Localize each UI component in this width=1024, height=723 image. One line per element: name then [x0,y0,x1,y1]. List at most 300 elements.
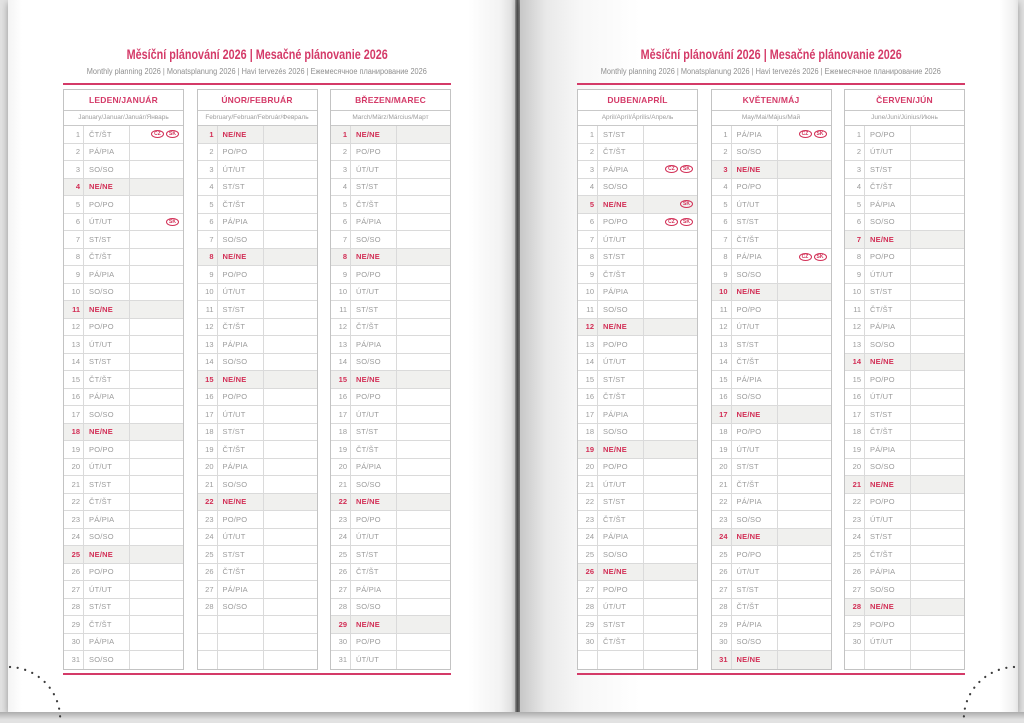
day-row [845,161,964,179]
day-number: 19 [64,441,84,458]
notes-cell [130,161,183,178]
day-row [64,214,183,232]
day-abbrev: PÁ/PIA [351,581,397,598]
day-row [64,231,183,249]
day-row [712,354,831,372]
day-number: 15 [712,371,732,388]
day-number: 12 [331,319,351,336]
day-number: 2 [64,144,84,161]
day-number: 3 [578,161,598,178]
day-row [331,459,450,477]
day-row [331,354,450,372]
day-row [845,319,964,337]
day-number: 15 [331,371,351,388]
page-header [577,0,965,85]
day-abbrev: PO/PO [598,336,644,353]
day-row [331,494,450,512]
day-abbrev: ÚT/UT [865,511,911,528]
notes-cell [911,564,964,581]
day-row [712,371,831,389]
day-number: 10 [64,284,84,301]
day-abbrev: NE/NE [351,371,397,388]
day-abbrev: SO/SO [351,231,397,248]
notes-cell [397,336,450,353]
day-row [64,249,183,267]
day-abbrev: ÚT/UT [84,581,130,598]
notes-cell [778,389,831,406]
notes-cell [778,319,831,336]
day-row [198,214,317,232]
notes-cell [264,511,317,528]
day-row [64,144,183,162]
day-abbrev: PO/PO [598,214,644,231]
notes-cell [130,301,183,318]
notes-cell [644,494,697,511]
day-abbrev: PÁ/PIA [84,389,130,406]
day-abbrev: ST/ST [218,301,264,318]
day-number: 28 [712,599,732,616]
day-abbrev: ÚT/UT [351,651,397,669]
day-number: 11 [712,301,732,318]
day-row [64,319,183,337]
day-number: 11 [198,301,218,318]
day-abbrev: ČT/ŠT [598,144,644,161]
day-row [578,581,697,599]
cz-holiday-badge: CZ [665,165,678,173]
day-number: 29 [64,616,84,633]
day-abbrev: ST/ST [84,231,130,248]
notes-cell [644,144,697,161]
month-subtitle: April/Apríl/Április/Апрель [578,111,697,126]
day-abbrev: PO/PO [218,266,264,283]
day-number: 1 [64,126,84,143]
notes-cell [264,529,317,546]
day-number: 27 [712,581,732,598]
day-number: 31 [712,651,732,669]
day-abbrev: ÚT/UT [351,529,397,546]
notes-cell [911,196,964,213]
day-row [845,179,964,197]
day-number: 16 [198,389,218,406]
day-row [64,371,183,389]
notes-cell [778,441,831,458]
notes-cell [264,581,317,598]
notes-cell [264,336,317,353]
day-row [331,389,450,407]
day-abbrev: SO/SO [598,424,644,441]
notes-cell [130,494,183,511]
notes-cell [778,336,831,353]
day-row [64,196,183,214]
day-abbrev: ČT/ŠT [84,494,130,511]
notes-cell [264,616,317,633]
day-abbrev: PO/PO [84,564,130,581]
notes-cell [644,546,697,563]
day-row [331,249,450,267]
day-abbrev: ST/ST [351,546,397,563]
day-row [845,546,964,564]
day-abbrev: NE/NE [732,651,778,669]
day-abbrev: PO/PO [351,511,397,528]
notes-cell [644,459,697,476]
day-row [578,406,697,424]
notes-cell [778,406,831,423]
day-row [712,494,831,512]
day-row [198,529,317,547]
day-row [64,599,183,617]
day-number: 8 [712,249,732,266]
day-row [331,599,450,617]
day-number: 1 [331,126,351,143]
day-abbrev: SO/SO [218,354,264,371]
notes-cell [264,301,317,318]
day-row [64,126,183,144]
day-abbrev: SO/SO [865,336,911,353]
notes-cell [911,284,964,301]
day-number: 2 [331,144,351,161]
day-abbrev: NE/NE [84,179,130,196]
day-row [712,196,831,214]
day-abbrev: ČT/ŠT [732,599,778,616]
day-abbrev: ST/ST [865,161,911,178]
notes-cell [130,581,183,598]
day-row [845,459,964,477]
day-abbrev [218,651,264,669]
day-number [198,651,218,669]
day-abbrev: SO/SO [598,546,644,563]
notes-cell [911,651,964,669]
notes-cell [397,319,450,336]
day-number: 7 [845,231,865,248]
notes-cell [130,144,183,161]
day-row [578,511,697,529]
sk-holiday-badge: SK [680,218,693,226]
day-row [198,266,317,284]
day-row [845,284,964,302]
day-row [578,284,697,302]
day-number: 23 [331,511,351,528]
day-abbrev: NE/NE [598,564,644,581]
notes-cell [911,511,964,528]
day-number: 10 [845,284,865,301]
day-abbrev: PO/PO [865,494,911,511]
day-abbrev: PÁ/PIA [351,336,397,353]
day-number: 27 [64,581,84,598]
day-number: 13 [64,336,84,353]
day-abbrev: SO/SO [351,476,397,493]
day-abbrev: PO/PO [865,126,911,143]
day-number: 18 [64,424,84,441]
day-abbrev: ČT/ŠT [84,126,130,143]
day-abbrev: PÁ/PIA [732,494,778,511]
day-number: 24 [578,529,598,546]
day-number: 26 [712,564,732,581]
page-subtitle: Monthly planning 2026 | Monatsplanung 2026 | Havi tervezés 2026 | Ежемесячное планирование 2026 [86,67,428,76]
day-abbrev: SO/SO [865,214,911,231]
day-abbrev: NE/NE [218,126,264,143]
notes-cell [264,284,317,301]
day-row [331,336,450,354]
day-number: 12 [578,319,598,336]
day-row [198,284,317,302]
notes-cell [264,459,317,476]
day-abbrev: SO/SO [732,266,778,283]
notes-cell [778,511,831,528]
day-abbrev: ST/ST [865,284,911,301]
day-number: 24 [845,529,865,546]
day-abbrev: NE/NE [865,476,911,493]
day-row [712,476,831,494]
notes-cell [397,424,450,441]
day-row [331,476,450,494]
notes-cell [644,319,697,336]
day-abbrev: ST/ST [84,599,130,616]
day-number: 6 [712,214,732,231]
day-number: 24 [331,529,351,546]
day-abbrev: ČT/ŠT [84,371,130,388]
day-number: 8 [198,249,218,266]
day-number: 9 [712,266,732,283]
day-number: 28 [331,599,351,616]
day-abbrev [598,651,644,669]
day-number: 8 [64,249,84,266]
day-abbrev: PÁ/PIA [732,126,778,143]
notes-cell [911,424,964,441]
notes-cell [130,441,183,458]
day-abbrev: NE/NE [218,494,264,511]
day-number: 24 [198,529,218,546]
day-row [578,336,697,354]
cz-holiday-badge: CZ [151,130,164,138]
day-number: 27 [578,581,598,598]
notes-cell [778,301,831,318]
notes-cell [130,284,183,301]
day-row [578,319,697,337]
day-number: 5 [578,196,598,213]
notes-cell [778,371,831,388]
notes-cell [644,441,697,458]
day-number: 25 [198,546,218,563]
month-subtitle: January/Januar/Január/Январь [64,111,183,126]
day-row [331,126,450,144]
day-row [845,599,964,617]
day-abbrev [218,616,264,633]
day-number: 1 [198,126,218,143]
day-row [578,144,697,162]
page-title: Měsíční plánování 2026 | Mesačné plánovanie 2026 [640,47,902,62]
day-row [845,249,964,267]
day-row [845,634,964,652]
day-abbrev: SO/SO [351,354,397,371]
notes-cell [778,161,831,178]
day-row [845,354,964,372]
page-subtitle: Monthly planning 2026 | Monatsplanung 2026 | Havi tervezés 2026 | Ежемесячное планирование 2026 [600,67,942,76]
day-row [64,459,183,477]
day-row [64,284,183,302]
notes-cell [264,651,317,669]
day-abbrev: NE/NE [598,441,644,458]
notes-cell [264,389,317,406]
day-number: 21 [845,476,865,493]
day-abbrev: PÁ/PIA [598,161,644,178]
empty-row [198,651,317,669]
day-row [198,441,317,459]
day-number: 23 [578,511,598,528]
notes-cell [397,284,450,301]
day-number: 1 [578,126,598,143]
month-body [64,126,183,669]
notes-cell [397,301,450,318]
day-row [578,196,697,214]
day-abbrev: PÁ/PIA [218,214,264,231]
day-number: 8 [578,249,598,266]
day-row [578,371,697,389]
day-abbrev: ČT/ŠT [865,424,911,441]
notes-cell [911,249,964,266]
day-number: 25 [712,546,732,563]
day-abbrev: PO/PO [351,266,397,283]
day-row [845,424,964,442]
day-abbrev: PO/PO [351,389,397,406]
day-row [578,529,697,547]
day-row [331,441,450,459]
day-number: 8 [331,249,351,266]
day-number: 7 [712,231,732,248]
notes-cell [644,511,697,528]
day-number: 7 [64,231,84,248]
month-body [331,126,450,669]
day-row [712,651,831,669]
sk-holiday-badge: SK [814,130,827,138]
day-row [331,581,450,599]
notes-cell [644,424,697,441]
day-number: 6 [578,214,598,231]
notes-cell [397,581,450,598]
notes-cell [264,546,317,563]
day-abbrev: PÁ/PIA [598,406,644,423]
day-abbrev: ČT/ŠT [218,564,264,581]
notes-cell [644,301,697,318]
day-number: 29 [578,616,598,633]
notes-cell [130,371,183,388]
day-number: 5 [198,196,218,213]
notes-cell [397,214,450,231]
day-number: 12 [64,319,84,336]
day-row [331,651,450,669]
notes-cell [397,161,450,178]
day-abbrev: ST/ST [84,354,130,371]
notes-cell [644,389,697,406]
day-abbrev: NE/NE [218,249,264,266]
day-row [331,231,450,249]
day-abbrev: ST/ST [598,494,644,511]
notes-cell [397,249,450,266]
day-number: 26 [845,564,865,581]
day-row [198,354,317,372]
day-number: 22 [64,494,84,511]
day-number: 27 [198,581,218,598]
day-row [712,266,831,284]
notes-cell [397,266,450,283]
notes-cell [264,179,317,196]
day-abbrev: PÁ/PIA [84,634,130,651]
day-number [845,651,865,669]
day-abbrev: PÁ/PIA [865,564,911,581]
day-number: 7 [331,231,351,248]
day-row [578,301,697,319]
day-abbrev: PO/PO [218,511,264,528]
day-row [64,301,183,319]
notes-cell [130,529,183,546]
month-name: ÚNOR/FEBRUÁR [198,90,317,111]
day-abbrev: PO/PO [351,144,397,161]
day-number: 25 [845,546,865,563]
notes-cell [397,546,450,563]
notes-cell [264,196,317,213]
day-number: 2 [845,144,865,161]
notes-cell [778,126,831,143]
day-abbrev: PÁ/PIA [84,511,130,528]
notes-cell [644,634,697,651]
day-row [712,599,831,617]
day-number: 27 [845,581,865,598]
day-abbrev: ÚT/UT [732,319,778,336]
notes-cell [911,161,964,178]
day-row [331,511,450,529]
month-subtitle: May/Mai/Május/Май [712,111,831,126]
footer-rule [577,673,965,675]
day-abbrev: PÁ/PIA [598,529,644,546]
day-row [712,214,831,232]
day-row [331,319,450,337]
day-abbrev: PÁ/PIA [732,371,778,388]
day-abbrev: NE/NE [598,319,644,336]
month-table [63,89,184,670]
day-row [198,196,317,214]
notes-cell [397,494,450,511]
day-row [198,249,317,267]
day-row [845,266,964,284]
day-number: 4 [331,179,351,196]
day-row [712,336,831,354]
day-abbrev: ČT/ŠT [732,231,778,248]
day-abbrev: PO/PO [865,249,911,266]
cz-holiday-badge: CZ [799,253,812,261]
notes-cell [911,354,964,371]
day-row [578,214,697,232]
empty-row [198,616,317,634]
notes-cell [644,266,697,283]
day-number: 15 [64,371,84,388]
day-number: 23 [712,511,732,528]
day-abbrev: ČT/ŠT [351,196,397,213]
notes-cell [778,179,831,196]
day-abbrev: NE/NE [351,616,397,633]
day-abbrev: NE/NE [732,161,778,178]
page-left [8,0,516,712]
notes-cell [397,476,450,493]
month-subtitle: February/Februar/Február/Февраль [198,111,317,126]
notes-cell [778,494,831,511]
day-abbrev: NE/NE [732,406,778,423]
day-number: 14 [64,354,84,371]
sk-holiday-badge: SK [680,165,693,173]
day-number: 24 [712,529,732,546]
day-abbrev: ST/ST [598,126,644,143]
day-row [198,161,317,179]
day-number: 27 [331,581,351,598]
day-abbrev: PÁ/PIA [865,196,911,213]
